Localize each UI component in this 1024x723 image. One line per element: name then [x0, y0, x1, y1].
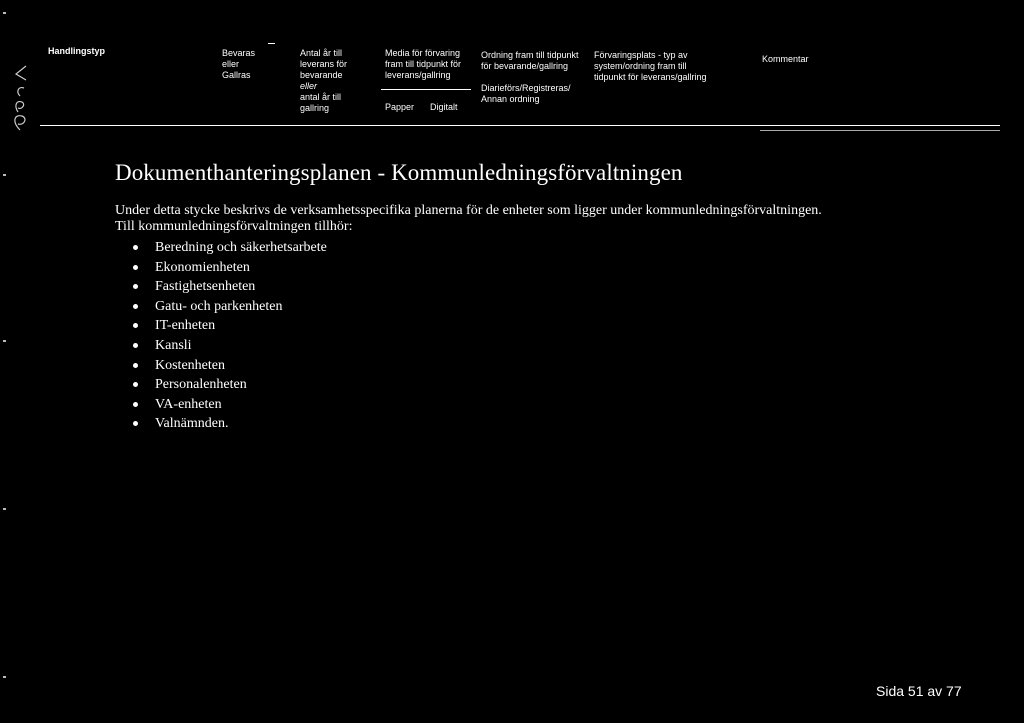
- list-item: Kansli: [115, 336, 327, 356]
- list-item: Beredning och säkerhetsarbete: [115, 238, 327, 258]
- intro-line: Till kommunledningsförvaltningen tillhör:: [115, 219, 353, 234]
- header-antal-ar: Antal år till leverans för bevarande eller antal år till gallring: [300, 48, 348, 113]
- header-bevaras: Bevaras eller Gallras: [222, 48, 256, 80]
- header-rule-short: [760, 130, 1000, 131]
- bullet-icon: [133, 421, 138, 426]
- list-item: Personalenheten: [115, 375, 327, 395]
- bullet-icon: [133, 382, 138, 387]
- intro-paragraph: [115, 203, 875, 235]
- list-item: Kostenheten: [115, 356, 327, 376]
- bullet-icon: [133, 284, 138, 289]
- bullet-icon: [133, 265, 138, 270]
- header-digitalt: Digitalt: [430, 102, 458, 112]
- intro-line: Under detta stycke beskrivs de verksamhetsspecifika planerna för de enheter som ligger under kommunledningsförvaltningen.: [115, 203, 822, 218]
- bullet-icon: [133, 304, 138, 309]
- header-dash: [268, 43, 275, 44]
- header-media: Media för förvaring fram till tidpunkt för leverans/gallring: [385, 48, 462, 80]
- bullet-icon: [133, 323, 138, 328]
- header-media-divider: [381, 89, 471, 90]
- list-item: IT-enheten: [115, 316, 327, 336]
- page-number: Sida 51 av 77: [876, 683, 962, 699]
- header-rule: [40, 125, 1000, 126]
- scan-tick: [3, 676, 6, 678]
- bullet-icon: [133, 363, 138, 368]
- document-title: Dokumenthanteringsplanen - Kommunledningsförvaltningen: [115, 160, 683, 185]
- header-ordning: Ordning fram till tidpunkt för bevarande/gallring: [481, 50, 579, 71]
- header-handlingstyp: Handlingstyp: [48, 46, 106, 56]
- bullet-icon: [133, 402, 138, 407]
- header-forvaringsplats: Förvaringsplats - typ av system/ordning fram till tidpunkt för leverans/gallring: [594, 50, 707, 82]
- list-item: VA-enheten: [115, 395, 327, 415]
- list-item: Gatu- och parkenheten: [115, 297, 327, 317]
- scan-tick: [3, 340, 6, 342]
- bullet-icon: [133, 343, 138, 348]
- handwritten-margin-mark: [6, 52, 40, 132]
- scan-tick: [3, 174, 6, 176]
- list-item: Ekonomienheten: [115, 258, 327, 278]
- bullet-icon: [133, 245, 138, 250]
- header-papper: Papper: [385, 102, 415, 112]
- list-item: Valnämnden.: [115, 414, 327, 434]
- header-diarieford: Diarieförs/Registreras/ Annan ordning: [481, 83, 571, 104]
- header-kommentar: Kommentar: [762, 54, 809, 64]
- scan-tick: [3, 12, 6, 14]
- list-item: Fastighetsenheten: [115, 277, 327, 297]
- scan-tick: [3, 508, 6, 510]
- unit-list: [115, 238, 327, 434]
